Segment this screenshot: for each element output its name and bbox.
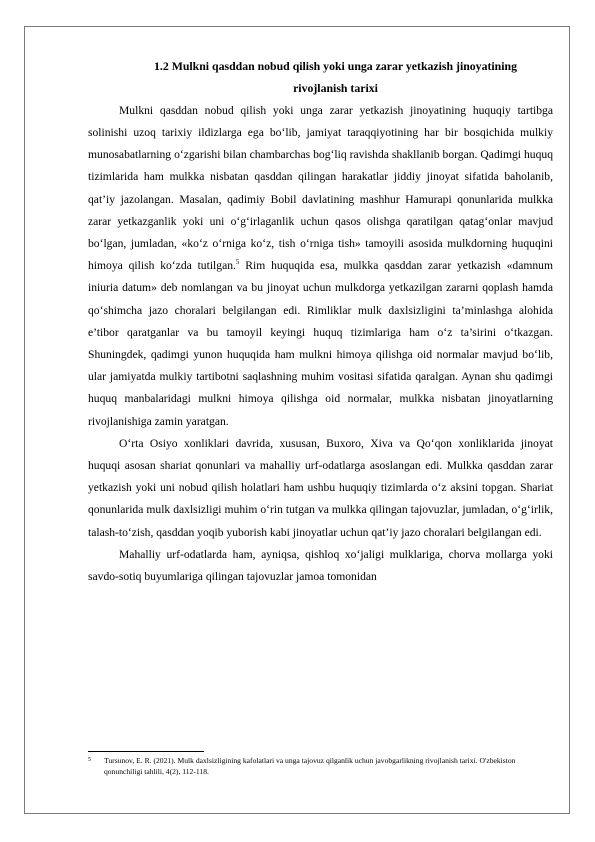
section-heading-line-2: rivojlanish tarixi xyxy=(293,81,378,96)
paragraph-1 xyxy=(88,100,553,433)
section-heading xyxy=(88,55,553,100)
footnote xyxy=(88,755,548,777)
footnote-text: Tursunov, E. R. (2021). Mulk daxlsizligining kafolatlari va unga tajovuz qilganlik uchun javobgarlikning rivojlanish tarixi. O'zbekiston qonunchiligi tahlili, 4(2), 112-118. xyxy=(104,756,516,776)
footnote-reference[interactable]: 5 xyxy=(235,258,240,267)
paragraph-2: O‘rta Osiyo xonliklari davrida, xususan, Buxoro, Xiva va Qo‘qon xonliklarida jinoyat huquqi asosan shariat qonunlari va mahalliy urf-odatlarga asoslangan edi. Mulkka qasddan zarar yetkazish yoki uni nobud qilish holatlari ham ushbu huquqiy tizimlarda o‘z aksini topgan. Shariat qonunlarida mulk daxlsizligi muhim o‘rin tutgan va mulkka qilingan tajovuzlar, jumladan, o‘g‘irlik, talash-to‘zish, qasddan yoqib yuborish kabi jinoyatlar uchun qat’iy jazo choralari belgilangan edi. xyxy=(88,436,553,539)
section-heading-line-1: 1.2 Mulkni qasddan nobud qilish yoki unga zarar yetkazish jinoyatining xyxy=(154,59,517,73)
footnote-number: 5 xyxy=(88,757,91,763)
document-body xyxy=(88,55,553,588)
footnote-separator xyxy=(88,751,204,752)
paragraph-3: Mahalliy urf-odatlarda ham, ayniqsa, qishloq xo‘jaligi mulklariga, chorva mollarga yoki savdo-sotiq buyumlariga qilingan tajovuzlar jamoa tomonidan xyxy=(88,547,553,584)
paragraph-1-text: Mulkni qasddan nobud qilish yoki unga zarar yetkazish jinoyatining huquqiy tartibga solinishi uzoq tarixiy ildizlarga ega bo‘lib, jamiyat taraqqiyotining har bir bosqichida mulkiy munosabatlarning o‘zgarishi bilan chambarchas bog‘liq ravishda shakllanib borgan. Qadimgi huquq tizimlarida ham mulkka nisbatan qasddan qilingan harakatlar jiddiy jinoyat sifatida baholanib, qat’iy jazolangan. Masalan, qadimiy Bobil davlatining mashhur Hamurapi qonunlarida mulkka zarar yetkazganlik yoki uni o‘g‘irlaganlik uchun qasos olishga qaratilgan qatag‘onlar mavjud bo‘lgan, jumladan, «ko‘z o‘rniga ko‘z, tish o‘rniga tish» tamoyili asosida mulkdorning huquqini himoya qilish ko‘zda tutilgan. xyxy=(88,103,553,273)
paragraph-1-text-continued: Rim huquqida esa, mulkka qasddan zarar yetkazish «damnum iniuria datum» deb nomlangan va bu jinoyat uchun mulkdorga yetkazilgan zararni qoplash hamda qo‘shimcha jazo choralari belgilangan edi. Rimliklar mulk daxlsizligini ta’minlashga alohida e’tibor qaratganlar va bu tamoyil keyingi huquq tizimlariga ham o‘z ta’sirini o‘tkazgan. Shuningdek, qadimgi yunon huquqida ham mulkni himoya qilishga oid normalar mavjud bo‘lib, ular jamiyatda mulkiy tartibotni saqlashning muhim vositasi sifatida qaralgan. Aynan shu qadimgi huquq manbalaridagi mulkni himoya qilishga oid normalar, mulkka nisbatan jinoyatlarning rivojlanishiga zamin yaratgan. xyxy=(88,259,553,428)
